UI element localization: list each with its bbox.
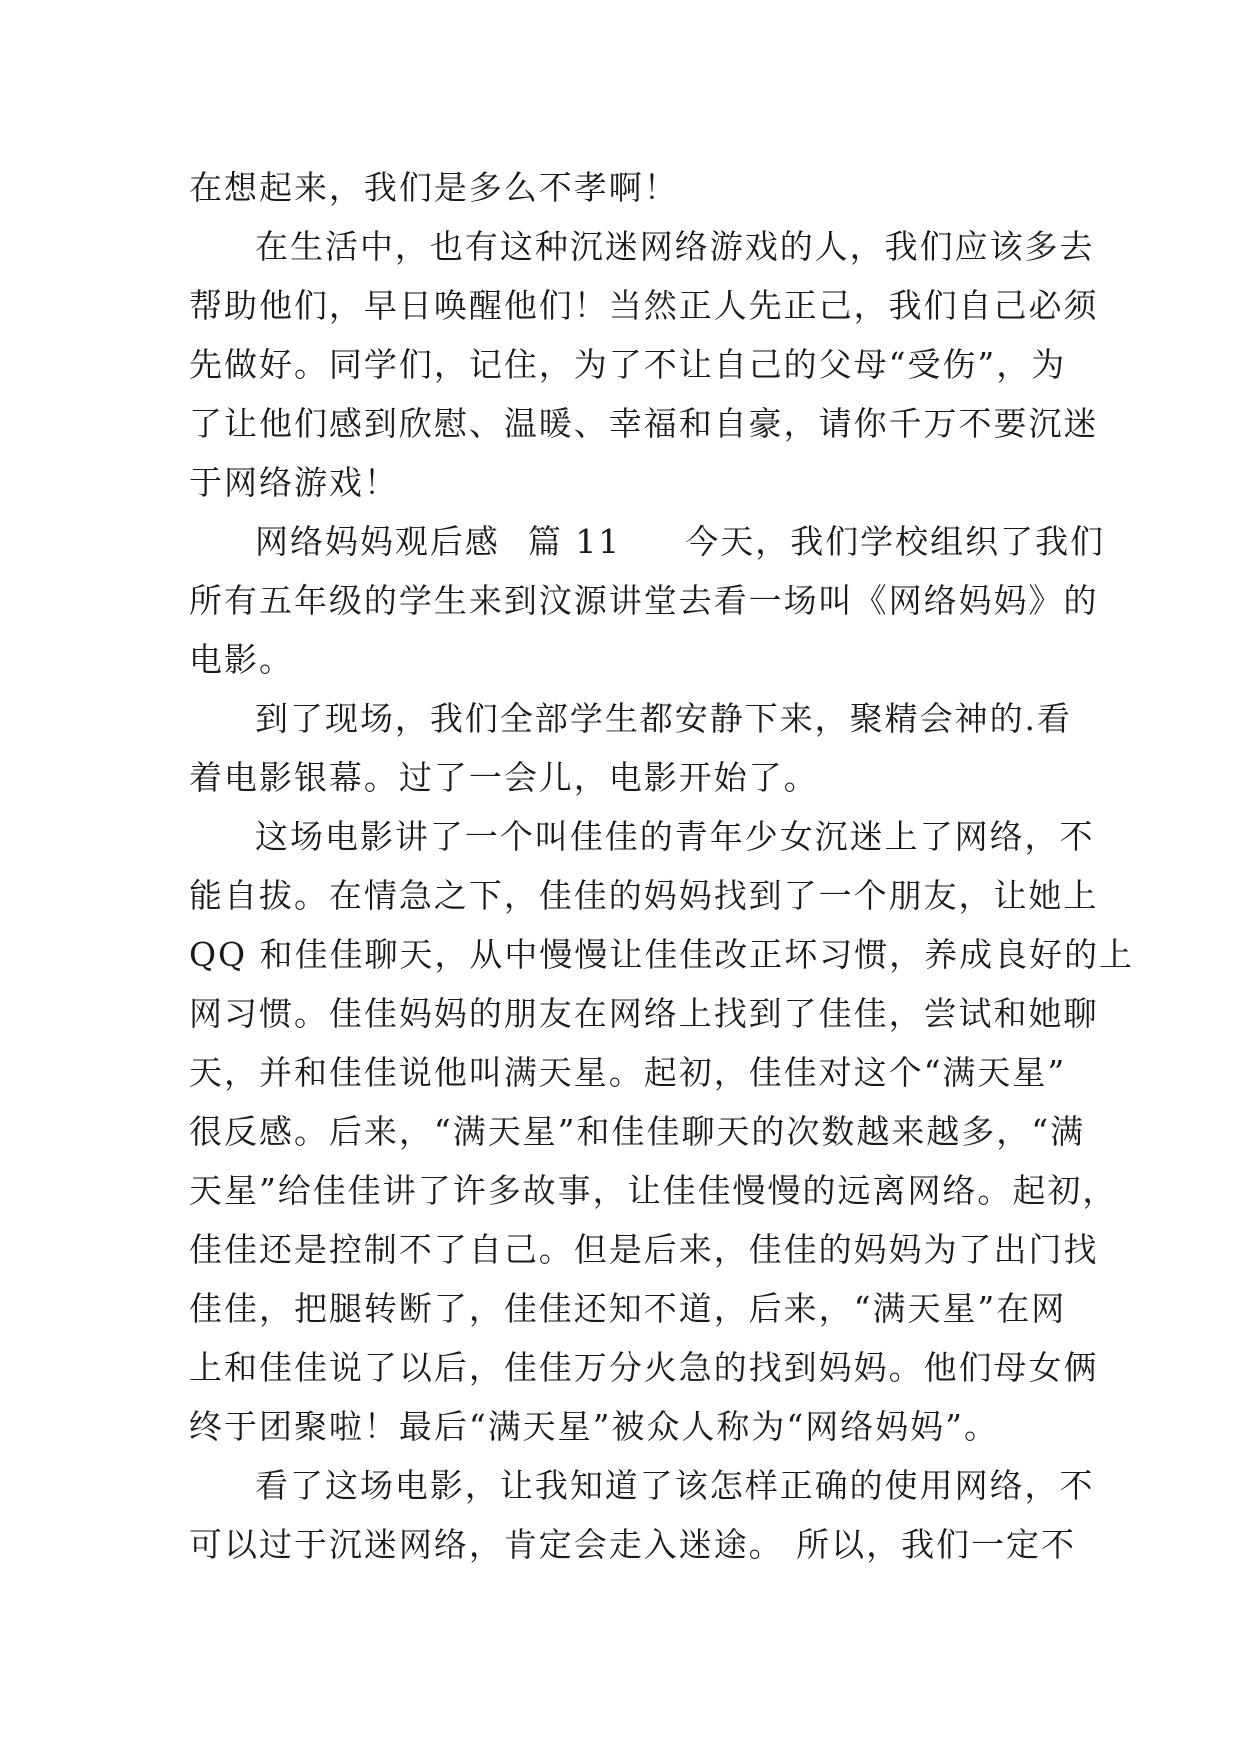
text-line: 上和佳佳说了以后，佳佳万分火急的找到妈妈。他们母女俩 xyxy=(189,1348,1099,1387)
text-line: 着电影银幕。过了一会儿，电影开始了。 xyxy=(189,758,819,797)
text-line: 了让他们感到欣慰、温暖、幸福和自豪，请你千万不要沉迷 xyxy=(189,404,1099,443)
text-line: 很反感。后来，“满天星”和佳佳聊天的次数越来越多，“满 xyxy=(189,1112,1086,1151)
text-line: 到了现场，我们全部学生都安静下来，聚精会神的.看 xyxy=(255,699,1073,738)
text-line: 佳佳，把腿转断了，佳佳还知不道，后来，“满天星”在网 xyxy=(189,1289,1067,1328)
text-line: 在生活中，也有这种沉迷网络游戏的人，我们应该多去 xyxy=(255,227,1095,266)
text-line: 能自拔。在情急之下，佳佳的妈妈找到了一个朋友，让她上 xyxy=(189,876,1099,915)
text-line: 网习惯。佳佳妈妈的朋友在网络上找到了佳佳，尝试和她聊 xyxy=(189,994,1099,1033)
text-line: 在想起来，我们是多么不孝啊！ xyxy=(189,168,679,207)
document-body xyxy=(189,158,1135,1574)
text-line: 终于团聚啦！最后“满天星”被众人称为“网络妈妈”。 xyxy=(189,1407,999,1446)
text-line: 天星”给佳佳讲了许多故事，让佳佳慢慢的远离网络。起初， xyxy=(189,1171,1118,1210)
text-line: 所有五年级的学生来到汶源讲堂去看一场叫《网络妈妈》的 xyxy=(189,581,1099,620)
text-line: 看了这场电影，让我知道了该怎样正确的使用网络，不 xyxy=(255,1466,1095,1505)
text-line: 于网络游戏！ xyxy=(189,463,399,502)
text-line: 这场电影讲了一个叫佳佳的青年少女沉迷上了网络，不 xyxy=(255,817,1095,856)
text-line: 电影。 xyxy=(189,640,294,679)
text-line: 今天，我们学校组织了我们 xyxy=(685,522,1106,561)
text-line: 先做好。同学们，记住，为了不让自己的父母“受伤”，为 xyxy=(189,345,1067,384)
text-line: QQ 和佳佳聊天，从中慢慢让佳佳改正坏习惯，养成良好的上 xyxy=(189,935,1135,974)
text-line: 帮助他们，早日唤醒他们！当然正人先正己，我们自己必须 xyxy=(189,286,1099,325)
section-number: 篇 11 xyxy=(527,522,622,561)
section-title: 网络妈妈观后感 xyxy=(255,522,500,561)
text-line: 可以过于沉迷网络，肯定会走入迷途。 所以，我们一定不 xyxy=(189,1525,1076,1564)
text-line: 天，并和佳佳说他叫满天星。起初，佳佳对这个“满天星” xyxy=(189,1053,1067,1092)
text-line: 佳佳还是控制不了自己。但是后来，佳佳的妈妈为了出门找 xyxy=(189,1230,1099,1269)
section-heading-line xyxy=(189,512,1106,571)
